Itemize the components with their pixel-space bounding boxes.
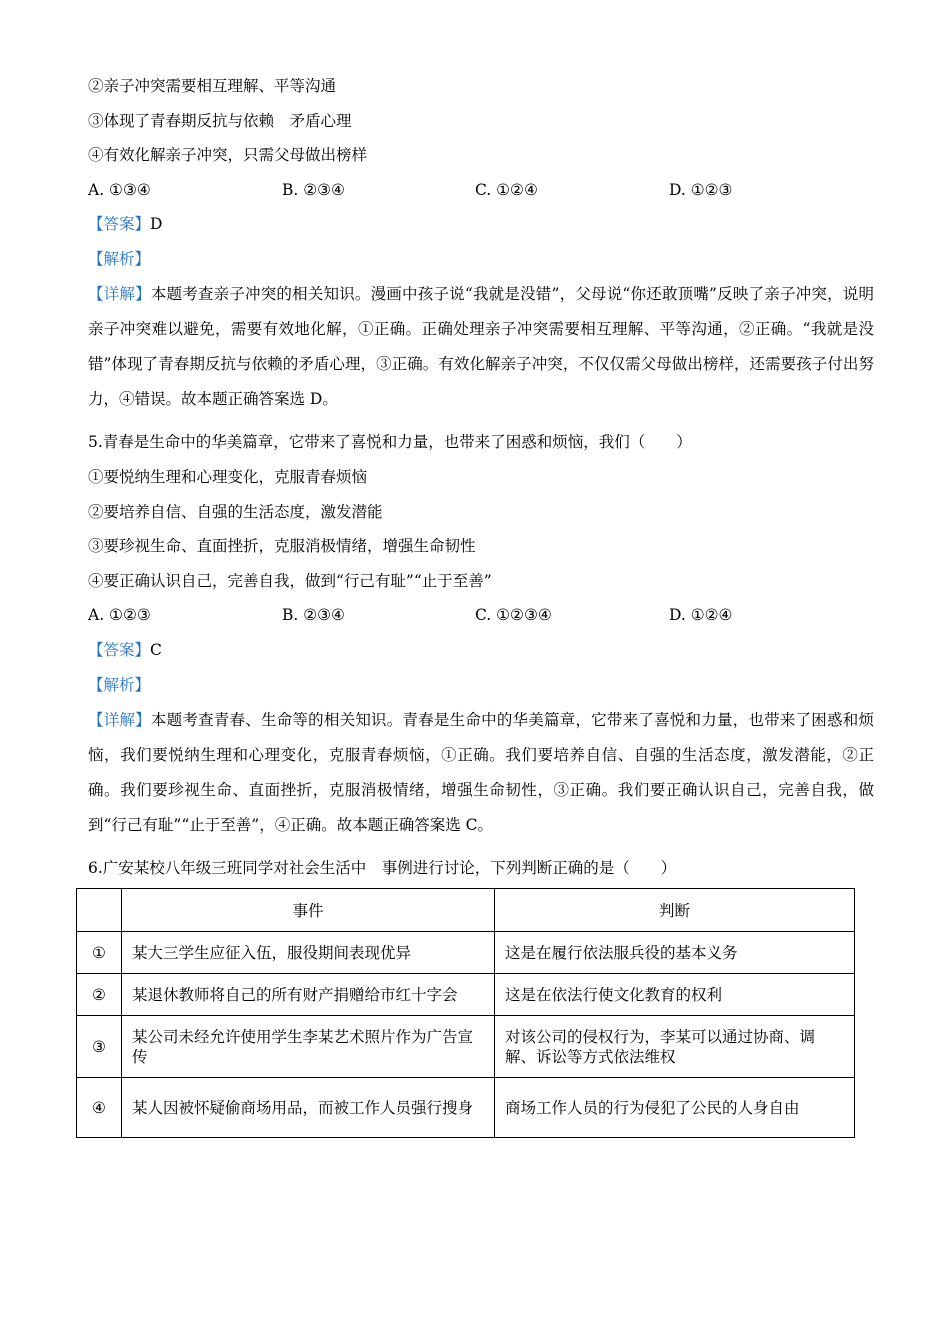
q5-item-3: ③要珍视生命、直面挫折，克服消极情绪，增强生命韧性	[88, 537, 476, 555]
q5-options	[88, 605, 848, 625]
table-header-num	[77, 889, 122, 932]
q6-table	[76, 888, 855, 1138]
q5-option-a: A. ①②③	[88, 606, 151, 624]
answer-label: 【答案】	[88, 215, 151, 233]
q5-option-c: C. ①②③④	[475, 606, 552, 624]
q5-option-b: B. ②③④	[282, 606, 345, 624]
q5-detail	[88, 703, 874, 843]
q6-stem: 6.广安某校八年级三班同学对社会生活中 事例进行讨论，下列判断正确的是（ ）	[88, 859, 677, 877]
detail-text: 本题考查亲子冲突的相关知识。漫画中孩子说“我就是没错”，父母说“你还敢顶嘴”反映了亲子冲突，说明亲子冲突难以避免，需要有效地化解，①正确。正确处理亲子冲突需要相互理解、平等沟通，②正确。“我就是没错”体现了青春期反抗与依赖的矛盾心理，③正确。有效化解亲子冲突，不仅仅需父母做出榜样，还需要孩子付出努力，④错误。故本题正确答案选 D。	[88, 285, 874, 408]
table-row	[77, 1016, 855, 1078]
table-header-judgment: 判断	[495, 889, 855, 932]
q5-stem: 5.青春是生命中的华美篇章，它带来了喜悦和力量，也带来了困惑和烦恼，我们（ ）	[88, 433, 692, 451]
row-judgment: 这是在依法行使文化教育的权利	[495, 974, 855, 1016]
answer-value: C	[150, 641, 162, 659]
row-judgment: 这是在履行依法服兵役的基本义务	[495, 932, 855, 974]
table-header-event: 事件	[122, 889, 495, 932]
answer-value: D	[150, 215, 163, 233]
row-num: ②	[77, 974, 122, 1016]
q4-options	[88, 180, 848, 200]
q4-item-4: ④有效化解亲子冲突，只需父母做出榜样	[88, 146, 368, 164]
detail-text: 本题考查青春、生命等的相关知识。青春是生命中的华美篇章，它带来了喜悦和力量，也带来了困惑和烦恼，我们要悦纳生理和心理变化，克服青春烦恼，①正确。我们要培养自信、自强的生活态度，激发潜能，②正确。我们要珍视生命、直面挫折，克服消极情绪，增强生命韧性，③正确。我们要正确认识自己，完善自我，做到“行己有耻”“止于至善”，④正确。故本题正确答案选 C。	[88, 711, 874, 834]
q5-item-1: ①要悦纳生理和心理变化，克服青春烦恼	[88, 468, 368, 486]
table-header-row	[77, 889, 855, 932]
table-row	[77, 1078, 855, 1138]
q5-item-2: ②要培养自信、自强的生活态度，激发潜能	[88, 503, 383, 521]
q5-answer	[88, 640, 162, 660]
q4-option-d: D. ①②③	[669, 181, 733, 199]
row-event: 某退休教师将自己的所有财产捐赠给市红十字会	[122, 974, 495, 1016]
detail-label: 【详解】	[88, 711, 151, 729]
row-event: 某人因被怀疑偷商场用品，而被工作人员强行搜身	[122, 1078, 495, 1138]
q4-analysis-label	[88, 249, 150, 269]
row-num: ③	[77, 1016, 122, 1078]
q4-option-b: B. ②③④	[282, 181, 345, 199]
answer-label: 【答案】	[88, 641, 151, 659]
q4-item-2: ②亲子冲突需要相互理解、平等沟通	[88, 77, 337, 95]
analysis-label: 【解析】	[88, 676, 151, 694]
q4-answer	[88, 214, 162, 234]
row-event: 某大三学生应征入伍，服役期间表现优异	[122, 932, 495, 974]
q4-option-a: A. ①③④	[88, 181, 151, 199]
detail-label: 【详解】	[88, 285, 151, 303]
row-num: ①	[77, 932, 122, 974]
q4-detail	[88, 277, 874, 417]
row-event: 某公司未经允许使用学生李某艺术照片作为广告宣传	[122, 1016, 495, 1078]
table-row	[77, 974, 855, 1016]
q5-option-d: D. ①②④	[669, 606, 733, 624]
q4-item-3: ③体现了青春期反抗与依赖 矛盾心理	[88, 112, 352, 130]
analysis-label: 【解析】	[88, 250, 151, 268]
q5-item-4: ④要正确认识自己，完善自我，做到“行己有耻”“止于至善”	[88, 572, 492, 590]
row-judgment: 商场工作人员的行为侵犯了公民的人身自由	[495, 1078, 855, 1138]
table-row	[77, 932, 855, 974]
q4-option-c: C. ①②④	[475, 181, 538, 199]
row-num: ④	[77, 1078, 122, 1138]
row-judgment: 对该公司的侵权行为，李某可以通过协商、调解、诉讼等方式依法维权	[495, 1016, 855, 1078]
q5-analysis-label	[88, 675, 150, 695]
